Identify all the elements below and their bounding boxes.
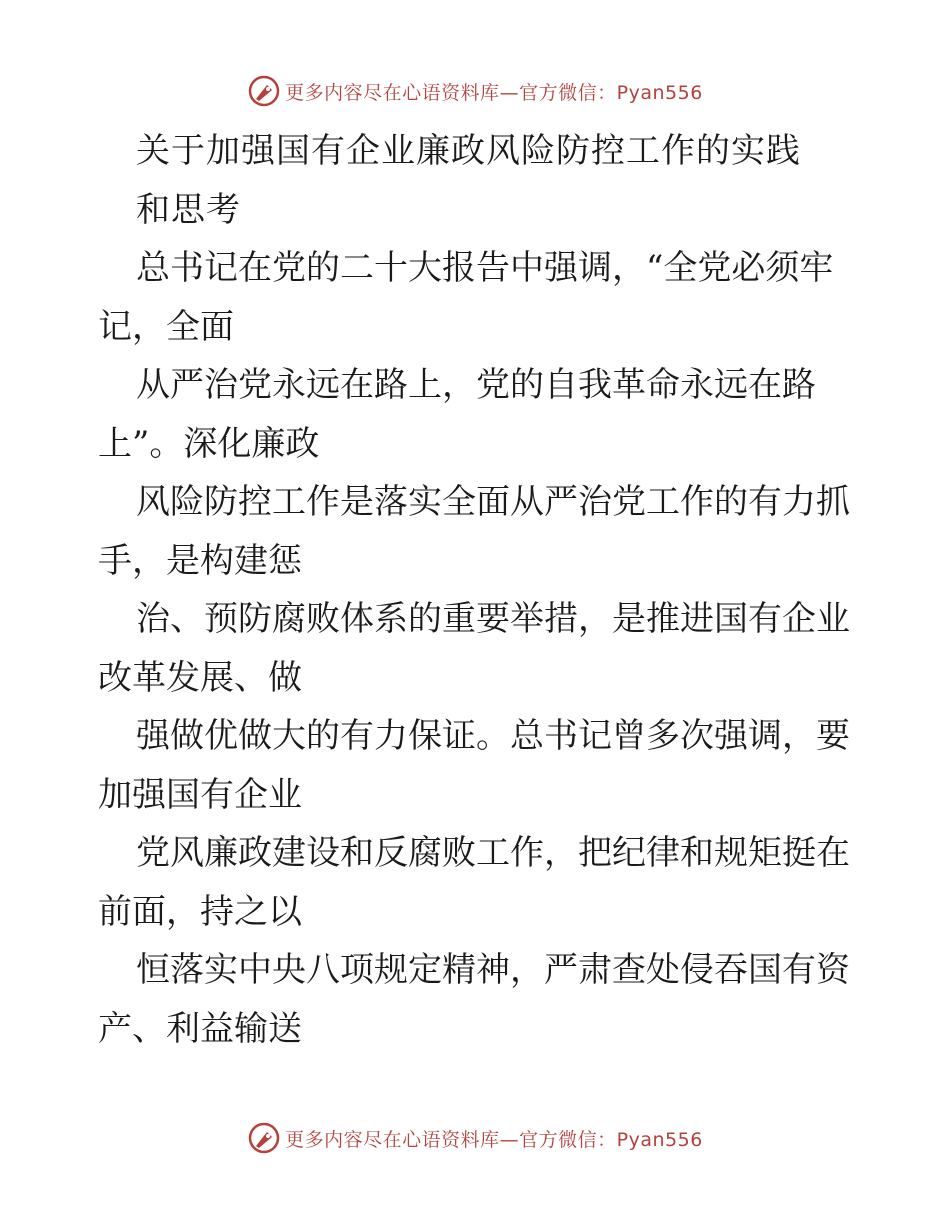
paragraph-line: 党风廉政建设和反腐败工作，把纪律和规矩挺在 — [136, 833, 850, 873]
paragraph-line: 加强国有企业 — [98, 774, 302, 815]
footer-watermark-banner — [0, 1118, 950, 1158]
paragraph-line: 记，全面 — [98, 306, 234, 347]
paragraph-line: 总书记在党的二十大报告中强调，“全党必须牢 — [136, 248, 834, 288]
paragraph-line: 上”。深化廉政 — [98, 423, 320, 464]
paragraph-line: 恒落实中央八项规定精神，严肃查处侵吞国有资 — [136, 950, 850, 990]
paragraph-line: 手，是构建惩 — [98, 540, 302, 581]
paragraph-line: 从严治党永远在路上，党的自我革命永远在路 — [136, 365, 816, 405]
paragraph-line: 风险防控工作是落实全面从严治党工作的有力抓 — [136, 482, 850, 522]
header-watermark-banner — [0, 71, 950, 111]
watermark-text: 更多内容尽在心语资料库—官方微信：Pyan556 — [285, 81, 703, 104]
paragraph-line: 强做优做大的有力保证。总书记曾多次强调，要 — [136, 716, 850, 756]
pen-nib-logo-icon — [247, 1121, 281, 1155]
watermark-text: 更多内容尽在心语资料库—官方微信：Pyan556 — [285, 1128, 703, 1151]
document-title-line: 关于加强国有企业廉政风险防控工作的实践 — [136, 131, 801, 171]
paragraph-line: 产、利益输送 — [98, 1008, 302, 1049]
paragraph-line: 治、预防腐败体系的重要举措，是推进国有企业 — [136, 599, 850, 639]
pen-nib-logo-icon — [247, 74, 281, 108]
paragraph-line: 改革发展、做 — [98, 657, 302, 698]
document-title-line: 和思考 — [136, 189, 241, 230]
paragraph-line: 前面，持之以 — [98, 891, 302, 932]
document-body — [98, 122, 858, 1058]
